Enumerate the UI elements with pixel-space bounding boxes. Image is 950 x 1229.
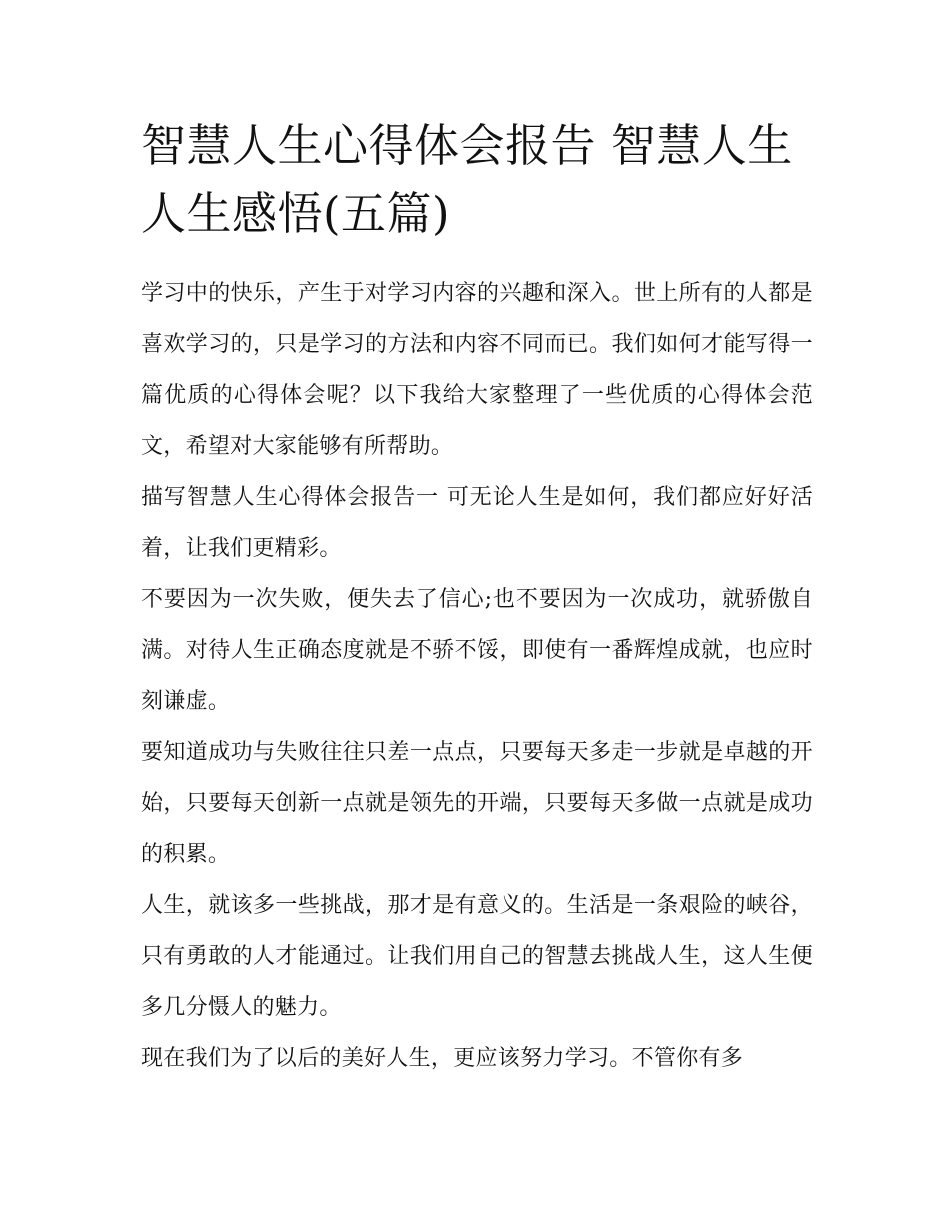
paragraph-challenge: 人生，就该多一些挑战，那才是有意义的。生活是一条艰险的峡谷，只有勇敢的人才能通过。让我们用自己的智慧去挑战人生，这人生便多几分慑人的魅力。 bbox=[141, 893, 813, 1020]
document-title: 智慧人生心得体会报告 智慧人生 人生感悟(五篇) bbox=[141, 119, 793, 240]
paragraph-one-step: 要知道成功与失败往往只差一点点，只要每天多走一步就是卓越的开始，只要每天创新一点就是领先的开端，只要每天多做一点就是成功的积累。 bbox=[141, 740, 813, 867]
paragraph-intro: 学习中的快乐，产生于对学习内容的兴趣和深入。世上所有的人都是喜欢学习的，只是学习的方法和内容不同而已。我们如何才能写得一篇优质的心得体会呢？以下我给大家整理了一些优质的心得体会范文，希望对大家能够有所帮助。 bbox=[141, 281, 813, 459]
paragraph-study-hard: 现在我们为了以后的美好人生，更应该努力学习。不管你有多 bbox=[141, 1046, 744, 1071]
document-body bbox=[141, 268, 813, 1084]
paragraph-failure-success: 不要因为一次失败，便失去了信心;也不要因为一次成功，就骄傲自满。对待人生正确态度就是不骄不馁，即使有一番辉煌成就，也应时刻谦虚。 bbox=[141, 587, 813, 714]
paragraph-section-heading: 描写智慧人生心得体会报告一 可无论人生是如何，我们都应好好活着，让我们更精彩。 bbox=[141, 485, 813, 561]
document-content bbox=[141, 112, 813, 1084]
